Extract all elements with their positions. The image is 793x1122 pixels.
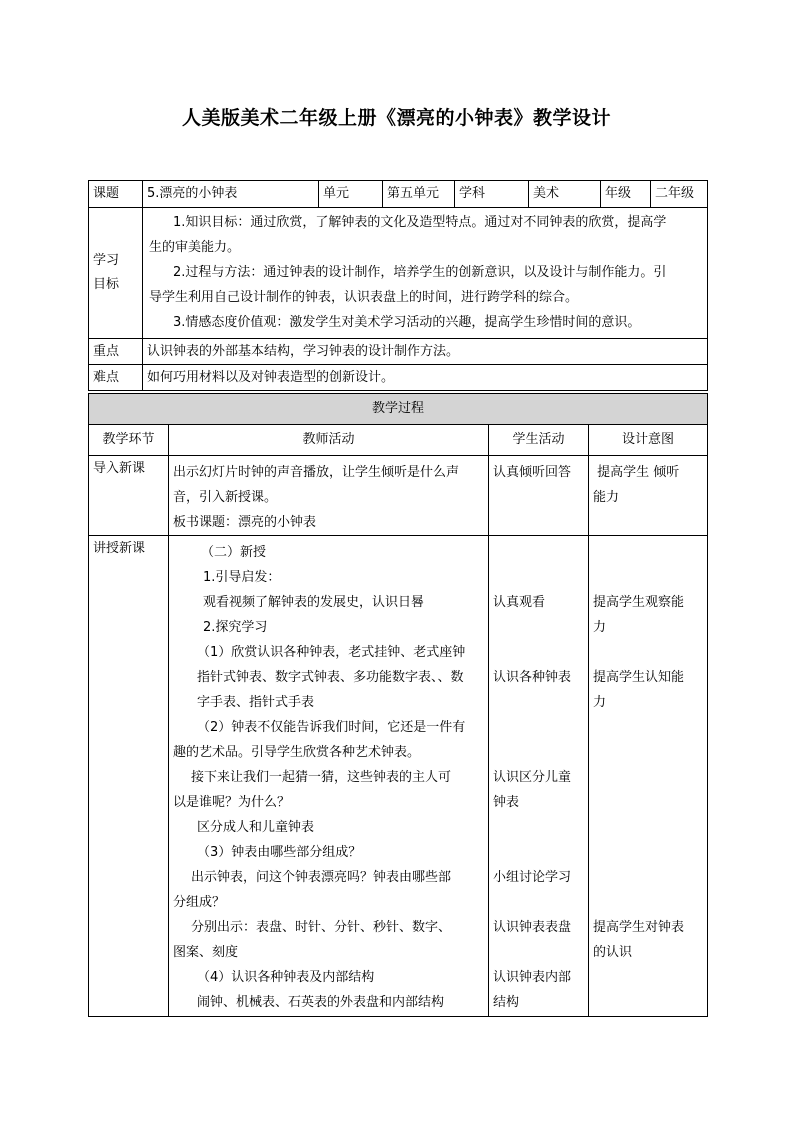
teacher-line: 分别出示：表盘、时针、分针、秒针、数字、 bbox=[191, 920, 452, 935]
grade-label: 年级 bbox=[601, 181, 651, 208]
objectives-row bbox=[89, 208, 708, 339]
focus-label: 重点 bbox=[89, 339, 143, 365]
student-line: 小组讨论学习 bbox=[493, 870, 572, 885]
column-header-row bbox=[89, 425, 708, 456]
student-line: 认识钟表表盘 bbox=[493, 920, 572, 935]
teaching-process-table bbox=[88, 393, 708, 1017]
objectives-label-line2: 目标 bbox=[93, 277, 120, 292]
teacher-line: （4）认识各种钟表及内部结构 bbox=[197, 970, 375, 985]
teacher-line: （2）钟表不仅能告诉我们时间，它还是一件有 bbox=[197, 720, 466, 735]
objectives-label-line1: 学习 bbox=[93, 253, 120, 269]
purpose-line: 能力 bbox=[593, 490, 620, 505]
teacher-line: （1）欣赏认识各种钟表，老式挂钟、老式座钟 bbox=[197, 645, 466, 660]
main-row bbox=[89, 536, 708, 1017]
objective-line: 导学生利用自己设计制作的钟表，认识表盘上的时间，进行跨学科的综合。 bbox=[149, 290, 579, 305]
focus-value: 认识钟表的外部基本结构，学习钟表的设计制作方法。 bbox=[143, 339, 708, 365]
teacher-line: 趣的艺术品。引导学生欣赏各种艺术钟表。 bbox=[173, 745, 421, 760]
focus-row bbox=[89, 339, 708, 365]
student-line: 认识区分儿童 bbox=[493, 770, 572, 785]
main-stage: 讲授新课 bbox=[89, 536, 169, 1017]
subject-value: 美术 bbox=[529, 181, 601, 208]
teacher-line: （二）新授 bbox=[201, 545, 267, 560]
student-line: 认真倾听回答 bbox=[493, 465, 572, 480]
teacher-line: 区分成人和儿童钟表 bbox=[197, 820, 315, 835]
teacher-line: 音，引入新授课。 bbox=[173, 490, 278, 505]
intro-purpose bbox=[589, 456, 708, 536]
purpose-line: 提高学生对钟表 bbox=[593, 920, 685, 935]
lesson-value: 5.漂亮的小钟表 bbox=[143, 181, 319, 208]
unit-label: 单元 bbox=[319, 181, 383, 208]
student-line: 认真观看 bbox=[493, 595, 546, 610]
teacher-line: 闹钟、机械表、石英表的外表盘和内部结构 bbox=[197, 995, 445, 1010]
objective-line: 1.知识目标：通过欣赏，了解钟表的文化及造型特点。通过对不同钟表的欣赏，提高学 bbox=[173, 215, 667, 230]
main-purpose bbox=[589, 536, 708, 1017]
difficulty-value: 如何巧用材料以及对钟表造型的创新设计。 bbox=[143, 365, 708, 391]
main-teacher bbox=[169, 536, 489, 1017]
teacher-line: 图案、刻度 bbox=[173, 945, 239, 960]
info-row bbox=[89, 181, 708, 208]
process-header-row bbox=[89, 394, 708, 425]
teacher-line: 以是谁呢？为什么？ bbox=[173, 795, 291, 810]
objective-line: 2.过程与方法：通过钟表的设计制作，培养学生的创新意识，以及设计与制作能力。引 bbox=[173, 265, 667, 280]
intro-row bbox=[89, 456, 708, 536]
teacher-line: 接下来让我们一起猜一猜，这些钟表的主人可 bbox=[191, 770, 452, 785]
teacher-line: 分组成？ bbox=[173, 895, 226, 910]
unit-value: 第五单元 bbox=[383, 181, 455, 208]
student-line: 认识钟表内部 bbox=[493, 970, 572, 985]
teacher-line: 出示幻灯片时钟的声音播放，让学生倾听是什么声 bbox=[173, 465, 460, 480]
objective-line: 生的审美能力。 bbox=[149, 240, 241, 255]
teacher-line: 1.引导启发： bbox=[203, 570, 281, 585]
purpose-line: 提高学生认知能 bbox=[593, 670, 685, 685]
col-teacher: 教师活动 bbox=[169, 425, 489, 456]
teacher-line: 2.探究学习 bbox=[203, 620, 268, 635]
objective-line: 3.情感态度价值观：激发学生对美术学习活动的兴趣，提高学生珍惜时间的意识。 bbox=[173, 315, 641, 330]
purpose-line: 力 bbox=[593, 620, 607, 635]
col-stage: 教学环节 bbox=[89, 425, 169, 456]
objectives-label bbox=[89, 208, 143, 339]
student-line: 钟表 bbox=[493, 795, 520, 810]
lesson-label: 课题 bbox=[89, 181, 143, 208]
document-title: 人美版美术二年级上册《漂亮的小钟表》教学设计 bbox=[181, 107, 611, 129]
subject-label: 学科 bbox=[455, 181, 529, 208]
purpose-line: 力 bbox=[593, 695, 607, 710]
teacher-line: 指针式钟表、数字式钟表、多功能数字表、、数 bbox=[197, 670, 464, 685]
grade-value: 二年级 bbox=[651, 181, 708, 208]
teacher-line: 出示钟表，问这个钟表漂亮吗？钟表由哪些部 bbox=[191, 870, 452, 885]
process-header: 教学过程 bbox=[89, 394, 708, 425]
intro-teacher bbox=[169, 456, 489, 536]
col-student: 学生活动 bbox=[489, 425, 589, 456]
teacher-line: 观看视频了解钟表的发展史，认识日晷 bbox=[203, 595, 425, 610]
difficulty-row bbox=[89, 365, 708, 391]
teacher-line: （3）钟表由哪些部分组成？ bbox=[197, 845, 362, 860]
purpose-line: 的认识 bbox=[593, 945, 633, 960]
main-student bbox=[489, 536, 589, 1017]
intro-stage: 导入新课 bbox=[89, 456, 169, 536]
teacher-line: 板书课题：漂亮的小钟表 bbox=[173, 515, 317, 530]
col-purpose: 设计意图 bbox=[589, 425, 708, 456]
intro-student bbox=[489, 456, 589, 536]
teacher-line: 字手表、指针式手表 bbox=[197, 695, 315, 710]
student-line: 结构 bbox=[493, 995, 520, 1010]
objectives-content bbox=[143, 208, 708, 339]
student-line: 认识各种钟表 bbox=[493, 670, 572, 685]
purpose-line: 提高学生 倾听 bbox=[593, 465, 680, 480]
difficulty-label: 难点 bbox=[89, 365, 143, 391]
purpose-line: 提高学生观察能 bbox=[593, 595, 685, 610]
lesson-info-table bbox=[88, 180, 708, 391]
